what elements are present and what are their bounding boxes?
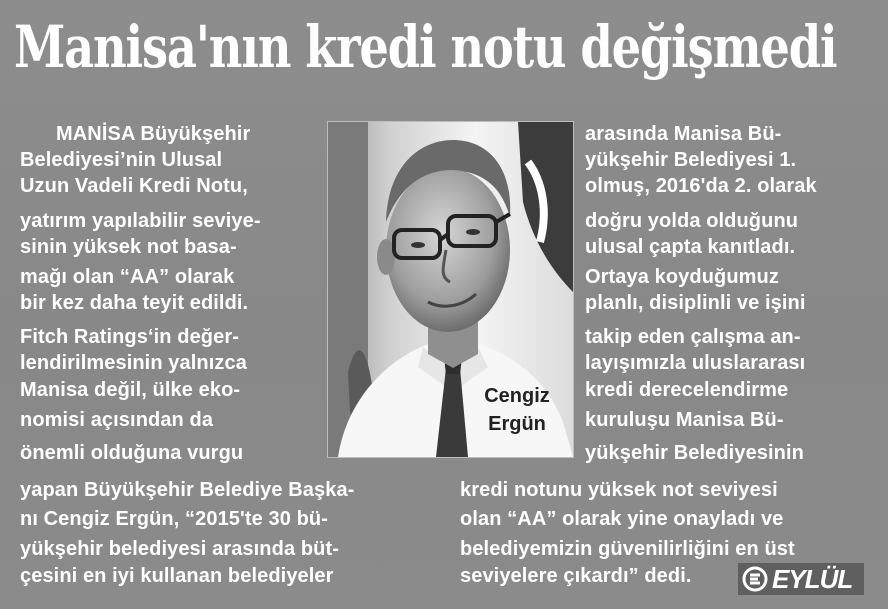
article-text-line: lendirilmesinin yalnızca <box>20 352 247 374</box>
article-text-line: yükşehir Belediyesi 1. <box>585 149 797 171</box>
article-text-line: ulusal çapta kanıtladı. <box>585 236 796 258</box>
article-text-line: Fitch Ratings‘in değer- <box>20 326 239 348</box>
logo-emblem-icon <box>740 564 770 594</box>
article-headline: Manisa'nın kredi notu değişmedi <box>14 13 837 81</box>
caption-first-name: Cengiz <box>484 385 550 407</box>
article-text-line: Uzun Vadeli Kredi Notu, <box>20 175 248 197</box>
article-text-line: nomisi açısından da <box>20 409 214 431</box>
article-text-line: seviyelere çıkardı” dedi. <box>460 565 692 587</box>
article-text-line: çesini en iyi kullanan belediyeler <box>20 565 334 587</box>
article-text-line: olan “AA” olarak yine onayladı ve <box>460 508 784 530</box>
article-text-line: sinin yüksek not basa- <box>20 236 237 258</box>
article-text-line: Ortaya koyduğumuz <box>585 266 779 288</box>
article-text-line: doğru yolda olduğunu <box>585 210 799 232</box>
article-text-line: kuruluşu Manisa Bü- <box>585 409 784 431</box>
article-text-line: kredi derecelendirme <box>585 379 789 401</box>
article-text-line: yükşehir belediyesi arasında büt- <box>20 538 339 560</box>
article-text-line: yatırım yapılabilir seviye- <box>20 210 261 232</box>
article-text-line: olmuş, 2016'da 2. olarak <box>585 175 817 197</box>
article-text-line: layışımızla uluslararası <box>585 352 806 374</box>
article-text-line: mağı olan “AA” olarak <box>20 266 235 288</box>
logo-wordmark: EYLÜL <box>772 564 853 594</box>
article-text-line: önemli olduğuna vurgu <box>20 442 244 464</box>
newspaper-logo <box>738 563 864 595</box>
article-text-line: belediyemizin güvenilirliğini en üst <box>460 538 795 560</box>
article-text-line: Manisa değil, ülke eko- <box>20 379 241 401</box>
article-text-line: yapan Büyükşehir Belediye Başka- <box>20 479 355 501</box>
article-text-line: nı Cengiz Ergün, “2015'te 30 bü- <box>20 508 329 530</box>
article-text-line: MANİSA Büyükşehir <box>56 123 251 145</box>
article-text-line: takip eden çalışma an- <box>585 326 801 348</box>
article-text-line: Belediyesi’nin Ulusal <box>20 149 223 171</box>
article-text-line: kredi notunu yüksek not seviyesi <box>460 479 778 501</box>
caption-last-name: Ergün <box>488 413 546 435</box>
article-text-line: planlı, disiplinli ve işini <box>585 292 806 314</box>
article-text-line: arasında Manisa Bü- <box>585 123 782 145</box>
photo-caption <box>467 382 567 438</box>
article-text-line: bir kez daha teyit edildi. <box>20 292 249 314</box>
article-text-line: yükşehir Belediyesinin <box>585 442 804 464</box>
